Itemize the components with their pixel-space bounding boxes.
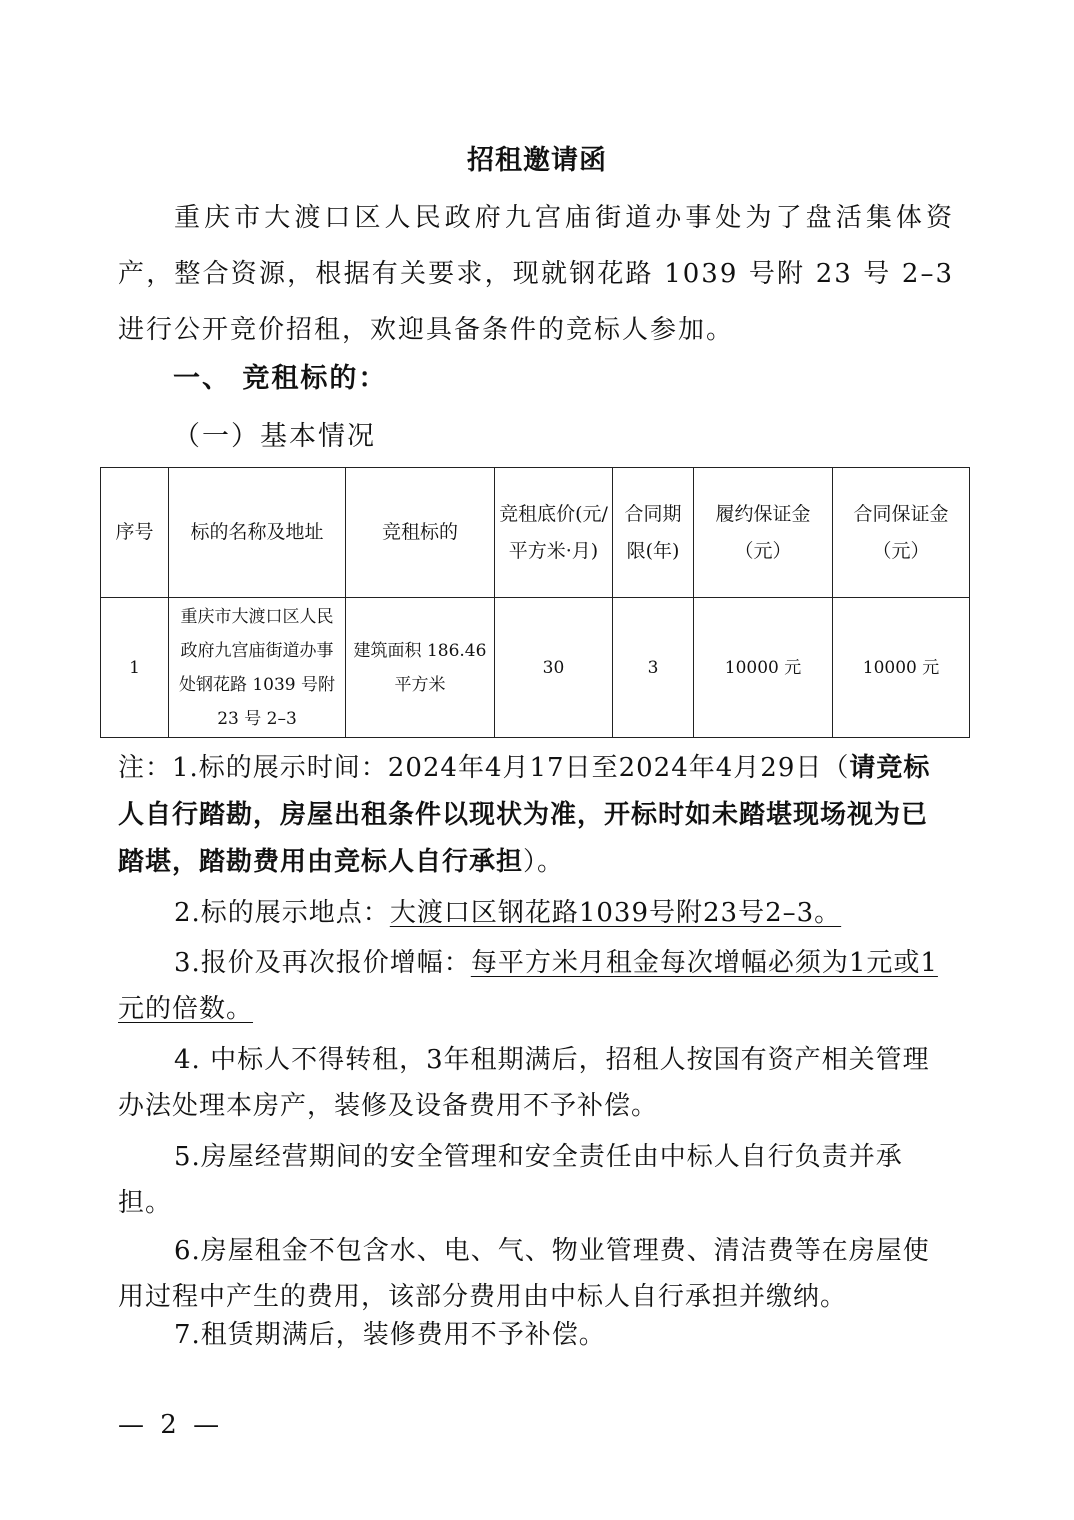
- header-serial: 序号: [101, 468, 169, 598]
- note-4: 4. 中标人不得转租，3年租期满后，招租人按国有资产相关管理办法处理本房产，装修及设备费用不予补偿。: [118, 1045, 930, 1121]
- cell-target: 建筑面积 186.46 平方米: [346, 598, 495, 738]
- table-row: [101, 598, 970, 738]
- header-contract-deposit: 合同保证金（元）: [833, 468, 970, 598]
- document-title: 招租邀请函: [467, 145, 607, 176]
- header-target: 竞租标的: [346, 468, 495, 598]
- subsection-heading: （一）基本情况: [173, 421, 376, 452]
- note-1-bold: 请竞标人自行踏勘，房屋出租条件以现状为准，开标时如未踏堪现场视为已踏堪，踏勘费用由竞标人自行承担: [118, 753, 931, 877]
- note-3: [118, 940, 954, 1032]
- note-3-label: 3.报价及再次报价增幅：: [174, 948, 471, 978]
- note-3-value: 每平方米月租金每次增幅必须为1元或1元的倍数。: [118, 948, 938, 1024]
- table-header-row: [101, 468, 970, 598]
- note-2-value: 大渡口区钢花路1039号附23号2–3。: [389, 898, 842, 928]
- note-6: 6.房屋租金不包含水、电、气、物业管理费、清洁费等在房屋使用过程中产生的费用，该部分费用由中标人自行承担并缴纳。: [118, 1236, 930, 1312]
- header-name-address: 标的名称及地址: [169, 468, 346, 598]
- note-5: 5.房屋经营期间的安全管理和安全责任由中标人自行负责并承担。: [118, 1142, 903, 1218]
- note-1-suffix: ）。: [523, 847, 565, 877]
- cell-serial: 1: [101, 598, 169, 738]
- note-7: 7.租赁期满后，装修费用不予补偿。: [174, 1320, 606, 1350]
- section-heading: 一、 竞租标的：: [173, 363, 388, 394]
- note-1: [118, 745, 954, 886]
- note-2-label: 2.标的展示地点：: [174, 898, 390, 928]
- header-performance-bond: 履约保证金（元）: [694, 468, 833, 598]
- page-number: — 2 —: [118, 1410, 224, 1440]
- info-table: [100, 467, 970, 738]
- cell-name-address: 重庆市大渡口区人民政府九宫庙街道办事处钢花路 1039 号附 23 号 2–3: [169, 598, 346, 738]
- note-2: [118, 890, 954, 936]
- intro-paragraph: 重庆市大渡口区人民政府九宫庙街道办事处为了盘活集体资产，整合资源，根据有关要求，现就钢花路 1039 号附 23 号 2–3 进行公开竞价招租，欢迎具备条件的竞标人参加。: [118, 203, 954, 345]
- cell-base-price: 30: [495, 598, 613, 738]
- cell-contract-term: 3: [613, 598, 694, 738]
- header-base-price: 竞租底价(元/平方米·月): [495, 468, 613, 598]
- header-contract-term: 合同期限(年): [613, 468, 694, 598]
- cell-contract-deposit: 10000 元: [833, 598, 970, 738]
- cell-performance-bond: 10000 元: [694, 598, 833, 738]
- note-1-prefix: 注：1.标的展示时间：2024年4月17日至2024年4月29日（: [118, 753, 850, 783]
